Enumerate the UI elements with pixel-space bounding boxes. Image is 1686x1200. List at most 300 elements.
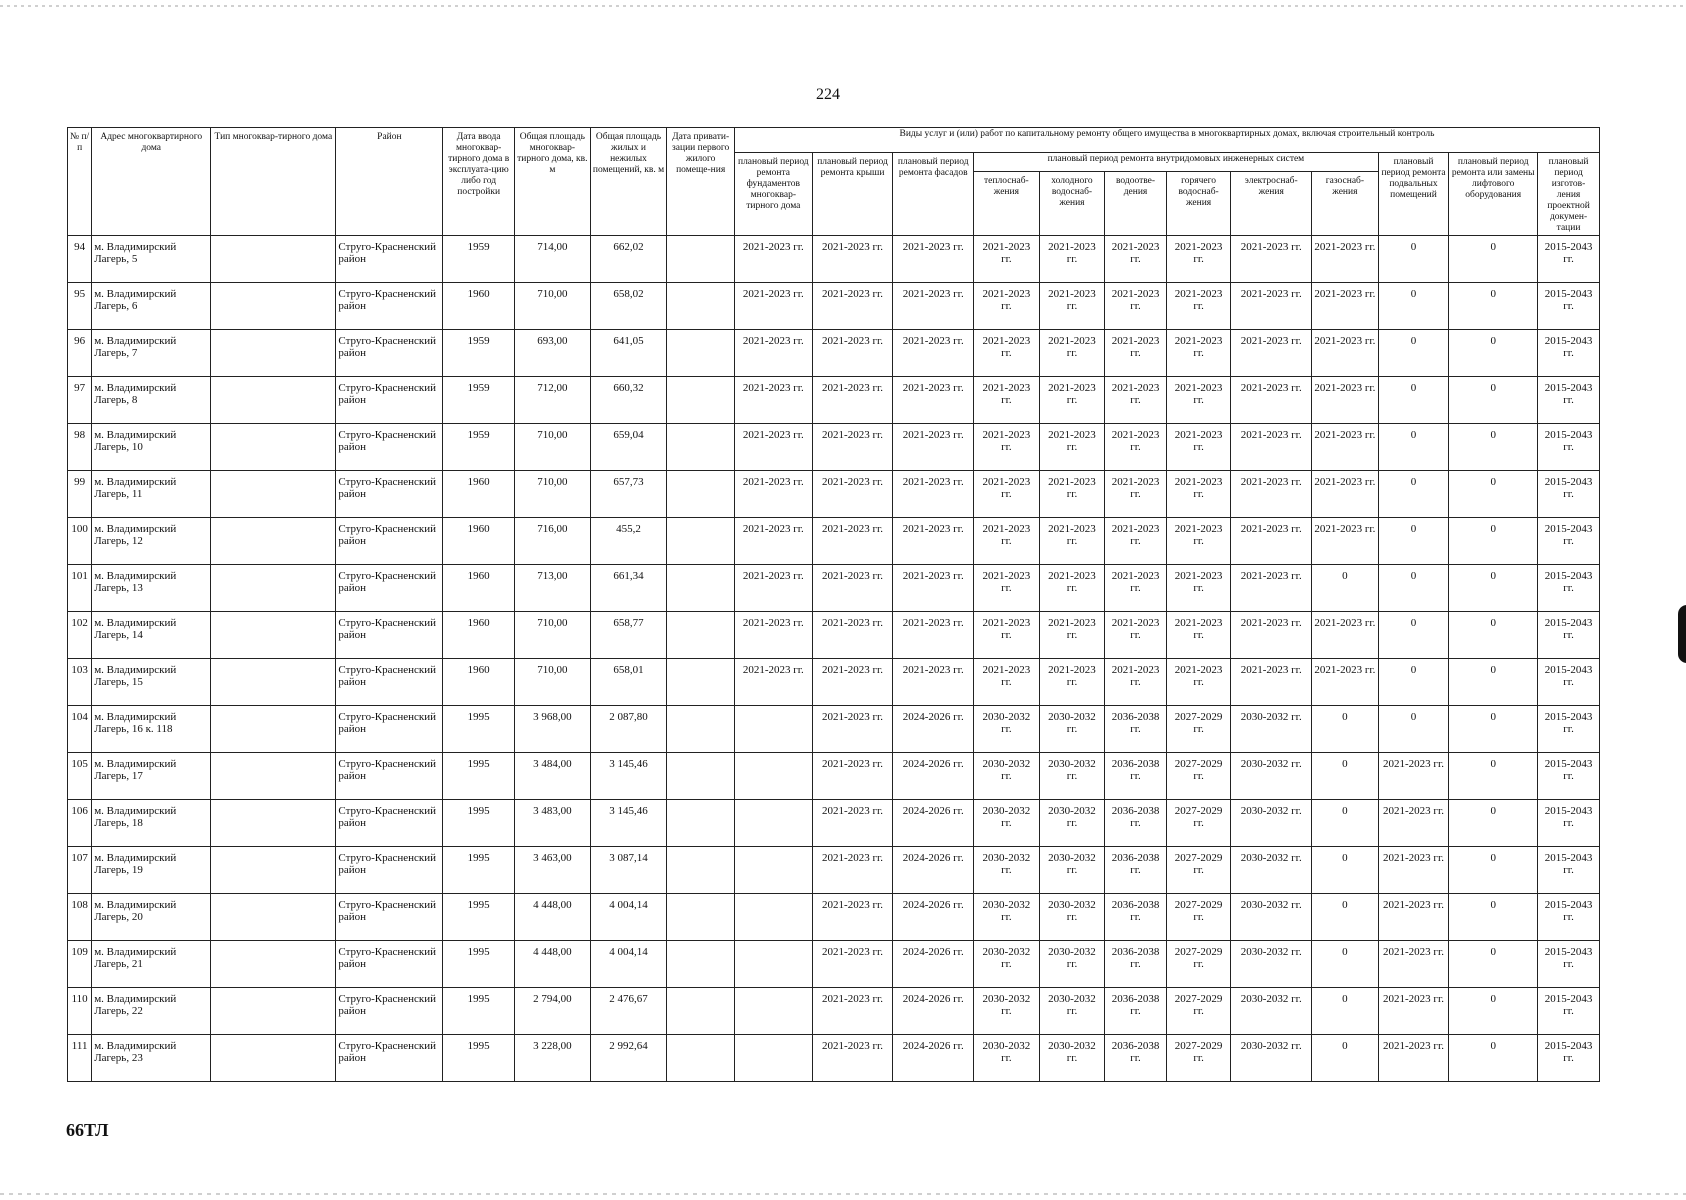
row-number: 101 bbox=[68, 565, 92, 612]
row-privatization bbox=[667, 706, 735, 753]
row-living-area: 4 004,14 bbox=[590, 894, 667, 941]
row-hot-water: 2027-2029 гг. bbox=[1166, 941, 1231, 988]
row-sewer: 2021-2023 гг. bbox=[1105, 518, 1167, 565]
row-privatization bbox=[667, 330, 735, 377]
row-foundation: 2021-2023 гг. bbox=[734, 424, 812, 471]
row-roof: 2021-2023 гг. bbox=[812, 424, 893, 471]
row-hot-water: 2021-2023 гг. bbox=[1166, 565, 1231, 612]
row-electric: 2021-2023 гг. bbox=[1231, 424, 1312, 471]
header-facade: плановый период ремонта фасадов bbox=[893, 153, 974, 236]
row-year: 1960 bbox=[443, 283, 515, 330]
row-electric: 2021-2023 гг. bbox=[1231, 236, 1312, 283]
row-privatization bbox=[667, 612, 735, 659]
row-basement: 0 bbox=[1378, 377, 1449, 424]
row-sewer: 2036-2038 гг. bbox=[1105, 800, 1167, 847]
row-sewer: 2021-2023 гг. bbox=[1105, 424, 1167, 471]
row-basement: 0 bbox=[1378, 283, 1449, 330]
row-cold-water: 2030-2032 гг. bbox=[1039, 941, 1105, 988]
header-roof: плановый период ремонта крыши bbox=[812, 153, 893, 236]
table-row bbox=[68, 941, 1600, 988]
row-elevator: 0 bbox=[1449, 941, 1538, 988]
row-address: м. Владимирский Лагерь, 11 bbox=[92, 471, 211, 518]
row-facade: 2021-2023 гг. bbox=[893, 424, 974, 471]
row-project-docs: 2015-2043 гг. bbox=[1538, 612, 1600, 659]
row-district: Струго-Красненский район bbox=[336, 894, 443, 941]
row-foundation: 2021-2023 гг. bbox=[734, 565, 812, 612]
row-total-area: 710,00 bbox=[515, 612, 591, 659]
row-foundation bbox=[734, 800, 812, 847]
row-elevator: 0 bbox=[1449, 659, 1538, 706]
row-basement: 0 bbox=[1378, 706, 1449, 753]
row-privatization bbox=[667, 659, 735, 706]
row-district: Струго-Красненский район bbox=[336, 283, 443, 330]
row-district: Струго-Красненский район bbox=[336, 565, 443, 612]
row-sewer: 2021-2023 гг. bbox=[1105, 565, 1167, 612]
row-elevator: 0 bbox=[1449, 330, 1538, 377]
row-hot-water: 2021-2023 гг. bbox=[1166, 330, 1231, 377]
row-hot-water: 2027-2029 гг. bbox=[1166, 988, 1231, 1035]
row-project-docs: 2015-2043 гг. bbox=[1538, 424, 1600, 471]
row-basement: 0 bbox=[1378, 330, 1449, 377]
row-gas: 2021-2023 гг. bbox=[1312, 659, 1379, 706]
row-project-docs: 2015-2043 гг. bbox=[1538, 283, 1600, 330]
row-cold-water: 2030-2032 гг. bbox=[1039, 753, 1105, 800]
row-foundation bbox=[734, 1035, 812, 1082]
row-basement: 2021-2023 гг. bbox=[1378, 753, 1449, 800]
row-basement: 0 bbox=[1378, 424, 1449, 471]
row-basement: 2021-2023 гг. bbox=[1378, 941, 1449, 988]
row-heat: 2030-2032 гг. bbox=[974, 988, 1040, 1035]
row-gas: 2021-2023 гг. bbox=[1312, 612, 1379, 659]
header-basement: плановый период ремонта подвальных помещений bbox=[1378, 153, 1449, 236]
row-foundation bbox=[734, 847, 812, 894]
row-privatization bbox=[667, 894, 735, 941]
row-roof: 2021-2023 гг. bbox=[812, 283, 893, 330]
row-address: м. Владимирский Лагерь, 21 bbox=[92, 941, 211, 988]
row-hot-water: 2021-2023 гг. bbox=[1166, 424, 1231, 471]
row-basement: 0 bbox=[1378, 565, 1449, 612]
row-living-area: 658,01 bbox=[590, 659, 667, 706]
row-year: 1959 bbox=[443, 377, 515, 424]
row-electric: 2030-2032 гг. bbox=[1231, 800, 1312, 847]
row-facade: 2024-2026 гг. bbox=[893, 706, 974, 753]
row-electric: 2021-2023 гг. bbox=[1231, 283, 1312, 330]
row-district: Струго-Красненский район bbox=[336, 800, 443, 847]
row-basement: 2021-2023 гг. bbox=[1378, 847, 1449, 894]
row-address: м. Владимирский Лагерь, 6 bbox=[92, 283, 211, 330]
row-address: м. Владимирский Лагерь, 5 bbox=[92, 236, 211, 283]
row-year: 1960 bbox=[443, 471, 515, 518]
row-electric: 2030-2032 гг. bbox=[1231, 753, 1312, 800]
row-total-area: 3 463,00 bbox=[515, 847, 591, 894]
header-total-area: Общая площадь многоквар-тирного дома, кв. м bbox=[515, 128, 591, 236]
binding-mark bbox=[1678, 605, 1686, 663]
row-elevator: 0 bbox=[1449, 847, 1538, 894]
row-address: м. Владимирский Лагерь, 12 bbox=[92, 518, 211, 565]
table-row bbox=[68, 1035, 1600, 1082]
row-electric: 2021-2023 гг. bbox=[1231, 377, 1312, 424]
row-roof: 2021-2023 гг. bbox=[812, 847, 893, 894]
row-basement: 0 bbox=[1378, 518, 1449, 565]
header-engineering-group: плановый период ремонта внутридомовых инженерных систем bbox=[974, 153, 1379, 172]
row-type bbox=[211, 753, 336, 800]
row-address: м. Владимирский Лагерь, 8 bbox=[92, 377, 211, 424]
row-address: м. Владимирский Лагерь, 17 bbox=[92, 753, 211, 800]
row-living-area: 3 087,14 bbox=[590, 847, 667, 894]
row-heat: 2021-2023 гг. bbox=[974, 565, 1040, 612]
row-gas: 2021-2023 гг. bbox=[1312, 283, 1379, 330]
row-living-area: 658,77 bbox=[590, 612, 667, 659]
row-heat: 2030-2032 гг. bbox=[974, 941, 1040, 988]
row-facade: 2021-2023 гг. bbox=[893, 471, 974, 518]
scan-border-top bbox=[0, 5, 1686, 7]
row-sewer: 2021-2023 гг. bbox=[1105, 236, 1167, 283]
row-gas: 2021-2023 гг. bbox=[1312, 236, 1379, 283]
row-type bbox=[211, 847, 336, 894]
header-project-docs: плановый период изготов-ления проектной докумен-тации bbox=[1538, 153, 1600, 236]
row-living-area: 641,05 bbox=[590, 330, 667, 377]
row-roof: 2021-2023 гг. bbox=[812, 941, 893, 988]
row-project-docs: 2015-2043 гг. bbox=[1538, 988, 1600, 1035]
footer-code: 66ТЛ bbox=[66, 1120, 109, 1140]
row-type bbox=[211, 471, 336, 518]
row-elevator: 0 bbox=[1449, 283, 1538, 330]
row-number: 100 bbox=[68, 518, 92, 565]
row-living-area: 3 145,46 bbox=[590, 753, 667, 800]
row-elevator: 0 bbox=[1449, 612, 1538, 659]
row-number: 102 bbox=[68, 612, 92, 659]
row-elevator: 0 bbox=[1449, 471, 1538, 518]
header-cold-water: холодного водоснаб-жения bbox=[1039, 172, 1105, 236]
row-sewer: 2036-2038 гг. bbox=[1105, 753, 1167, 800]
row-elevator: 0 bbox=[1449, 800, 1538, 847]
row-type bbox=[211, 283, 336, 330]
row-year: 1995 bbox=[443, 753, 515, 800]
row-total-area: 710,00 bbox=[515, 424, 591, 471]
row-cold-water: 2021-2023 гг. bbox=[1039, 471, 1105, 518]
row-total-area: 693,00 bbox=[515, 330, 591, 377]
row-electric: 2021-2023 гг. bbox=[1231, 565, 1312, 612]
row-living-area: 659,04 bbox=[590, 424, 667, 471]
row-sewer: 2021-2023 гг. bbox=[1105, 377, 1167, 424]
row-year: 1995 bbox=[443, 941, 515, 988]
row-privatization bbox=[667, 1035, 735, 1082]
row-elevator: 0 bbox=[1449, 706, 1538, 753]
row-address: м. Владимирский Лагерь, 16 к. 118 bbox=[92, 706, 211, 753]
row-project-docs: 2015-2043 гг. bbox=[1538, 706, 1600, 753]
row-number: 95 bbox=[68, 283, 92, 330]
row-facade: 2021-2023 гг. bbox=[893, 330, 974, 377]
table-row bbox=[68, 847, 1600, 894]
row-year: 1960 bbox=[443, 612, 515, 659]
row-heat: 2021-2023 гг. bbox=[974, 330, 1040, 377]
row-year: 1995 bbox=[443, 706, 515, 753]
header-electric: электроснаб-жения bbox=[1231, 172, 1312, 236]
row-electric: 2021-2023 гг. bbox=[1231, 612, 1312, 659]
row-heat: 2030-2032 гг. bbox=[974, 753, 1040, 800]
row-cold-water: 2030-2032 гг. bbox=[1039, 847, 1105, 894]
row-sewer: 2036-2038 гг. bbox=[1105, 1035, 1167, 1082]
row-cold-water: 2021-2023 гг. bbox=[1039, 377, 1105, 424]
row-sewer: 2036-2038 гг. bbox=[1105, 988, 1167, 1035]
row-year: 1995 bbox=[443, 847, 515, 894]
row-gas: 0 bbox=[1312, 847, 1379, 894]
row-foundation: 2021-2023 гг. bbox=[734, 283, 812, 330]
row-district: Струго-Красненский район bbox=[336, 941, 443, 988]
row-district: Струго-Красненский район bbox=[336, 377, 443, 424]
row-year: 1960 bbox=[443, 518, 515, 565]
row-hot-water: 2027-2029 гг. bbox=[1166, 800, 1231, 847]
header-type: Тип многоквар-тирного дома bbox=[211, 128, 336, 236]
row-foundation: 2021-2023 гг. bbox=[734, 612, 812, 659]
row-number: 104 bbox=[68, 706, 92, 753]
row-sewer: 2021-2023 гг. bbox=[1105, 283, 1167, 330]
table-body bbox=[68, 236, 1600, 1082]
row-type bbox=[211, 518, 336, 565]
row-hot-water: 2027-2029 гг. bbox=[1166, 847, 1231, 894]
row-type bbox=[211, 236, 336, 283]
row-elevator: 0 bbox=[1449, 988, 1538, 1035]
row-district: Струго-Красненский район bbox=[336, 518, 443, 565]
row-district: Струго-Красненский район bbox=[336, 612, 443, 659]
row-number: 94 bbox=[68, 236, 92, 283]
row-roof: 2021-2023 гг. bbox=[812, 236, 893, 283]
row-total-area: 3 484,00 bbox=[515, 753, 591, 800]
row-project-docs: 2015-2043 гг. bbox=[1538, 941, 1600, 988]
header-services-group: Виды услуг и (или) работ по капитальному ремонту общего имущества в многоквартирных домах, включая строительный контроль bbox=[734, 128, 1599, 153]
row-number: 109 bbox=[68, 941, 92, 988]
row-hot-water: 2027-2029 гг. bbox=[1166, 706, 1231, 753]
row-type bbox=[211, 706, 336, 753]
row-district: Струго-Красненский район bbox=[336, 659, 443, 706]
table-row bbox=[68, 706, 1600, 753]
row-electric: 2030-2032 гг. bbox=[1231, 894, 1312, 941]
row-basement: 2021-2023 гг. bbox=[1378, 800, 1449, 847]
row-heat: 2030-2032 гг. bbox=[974, 706, 1040, 753]
row-privatization bbox=[667, 377, 735, 424]
row-cold-water: 2021-2023 гг. bbox=[1039, 518, 1105, 565]
row-privatization bbox=[667, 424, 735, 471]
row-address: м. Владимирский Лагерь, 15 bbox=[92, 659, 211, 706]
row-living-area: 4 004,14 bbox=[590, 941, 667, 988]
header-address: Адрес многоквартирного дома bbox=[92, 128, 211, 236]
row-gas: 0 bbox=[1312, 894, 1379, 941]
row-number: 97 bbox=[68, 377, 92, 424]
row-type bbox=[211, 988, 336, 1035]
row-privatization bbox=[667, 988, 735, 1035]
row-privatization bbox=[667, 471, 735, 518]
row-electric: 2030-2032 гг. bbox=[1231, 941, 1312, 988]
row-facade: 2024-2026 гг. bbox=[893, 800, 974, 847]
row-elevator: 0 bbox=[1449, 894, 1538, 941]
row-number: 98 bbox=[68, 424, 92, 471]
row-electric: 2030-2032 гг. bbox=[1231, 988, 1312, 1035]
row-address: м. Владимирский Лагерь, 20 bbox=[92, 894, 211, 941]
row-district: Струго-Красненский район bbox=[336, 753, 443, 800]
row-number: 108 bbox=[68, 894, 92, 941]
row-number: 107 bbox=[68, 847, 92, 894]
row-total-area: 4 448,00 bbox=[515, 894, 591, 941]
row-total-area: 716,00 bbox=[515, 518, 591, 565]
row-type bbox=[211, 1035, 336, 1082]
row-hot-water: 2021-2023 гг. bbox=[1166, 377, 1231, 424]
row-electric: 2030-2032 гг. bbox=[1231, 847, 1312, 894]
row-total-area: 4 448,00 bbox=[515, 941, 591, 988]
row-type bbox=[211, 612, 336, 659]
row-hot-water: 2021-2023 гг. bbox=[1166, 471, 1231, 518]
row-number: 110 bbox=[68, 988, 92, 1035]
table-header bbox=[68, 128, 1600, 236]
row-year: 1995 bbox=[443, 800, 515, 847]
row-roof: 2021-2023 гг. bbox=[812, 753, 893, 800]
row-roof: 2021-2023 гг. bbox=[812, 377, 893, 424]
row-facade: 2024-2026 гг. bbox=[893, 988, 974, 1035]
table-row bbox=[68, 518, 1600, 565]
row-gas: 2021-2023 гг. bbox=[1312, 518, 1379, 565]
row-foundation: 2021-2023 гг. bbox=[734, 377, 812, 424]
row-type bbox=[211, 659, 336, 706]
row-address: м. Владимирский Лагерь, 18 bbox=[92, 800, 211, 847]
row-year: 1995 bbox=[443, 894, 515, 941]
table-row bbox=[68, 283, 1600, 330]
row-basement: 0 bbox=[1378, 659, 1449, 706]
row-cold-water: 2030-2032 гг. bbox=[1039, 706, 1105, 753]
row-roof: 2021-2023 гг. bbox=[812, 894, 893, 941]
table-row bbox=[68, 659, 1600, 706]
row-cold-water: 2030-2032 гг. bbox=[1039, 894, 1105, 941]
row-living-area: 660,32 bbox=[590, 377, 667, 424]
row-sewer: 2036-2038 гг. bbox=[1105, 847, 1167, 894]
table-row bbox=[68, 753, 1600, 800]
row-electric: 2021-2023 гг. bbox=[1231, 471, 1312, 518]
header-sewer: водоотве-дения bbox=[1105, 172, 1167, 236]
row-number: 111 bbox=[68, 1035, 92, 1082]
header-commission-date: Дата ввода многоквар-тирного дома в эксплуата-цию либо год постройки bbox=[443, 128, 515, 236]
header-living-area: Общая площадь жилых и нежилых помещений, кв. м bbox=[590, 128, 667, 236]
row-facade: 2024-2026 гг. bbox=[893, 753, 974, 800]
scan-border-bottom bbox=[0, 1193, 1686, 1195]
row-sewer: 2021-2023 гг. bbox=[1105, 659, 1167, 706]
row-sewer: 2036-2038 гг. bbox=[1105, 941, 1167, 988]
table-row bbox=[68, 565, 1600, 612]
row-cold-water: 2030-2032 гг. bbox=[1039, 988, 1105, 1035]
row-hot-water: 2021-2023 гг. bbox=[1166, 236, 1231, 283]
row-living-area: 2 087,80 bbox=[590, 706, 667, 753]
row-type bbox=[211, 330, 336, 377]
row-facade: 2021-2023 гг. bbox=[893, 283, 974, 330]
row-total-area: 710,00 bbox=[515, 283, 591, 330]
row-project-docs: 2015-2043 гг. bbox=[1538, 377, 1600, 424]
row-district: Струго-Красненский район bbox=[336, 424, 443, 471]
row-year: 1960 bbox=[443, 659, 515, 706]
row-hot-water: 2021-2023 гг. bbox=[1166, 518, 1231, 565]
row-privatization bbox=[667, 236, 735, 283]
row-foundation bbox=[734, 988, 812, 1035]
row-roof: 2021-2023 гг. bbox=[812, 706, 893, 753]
header-hot-water: горячего водоснаб-жения bbox=[1166, 172, 1231, 236]
header-num: № п/п bbox=[68, 128, 92, 236]
table-row bbox=[68, 800, 1600, 847]
row-type bbox=[211, 800, 336, 847]
row-facade: 2024-2026 гг. bbox=[893, 941, 974, 988]
row-project-docs: 2015-2043 гг. bbox=[1538, 847, 1600, 894]
row-project-docs: 2015-2043 гг. bbox=[1538, 659, 1600, 706]
row-heat: 2021-2023 гг. bbox=[974, 659, 1040, 706]
row-heat: 2021-2023 гг. bbox=[974, 377, 1040, 424]
table-row bbox=[68, 988, 1600, 1035]
row-facade: 2021-2023 гг. bbox=[893, 377, 974, 424]
row-cold-water: 2021-2023 гг. bbox=[1039, 424, 1105, 471]
row-cold-water: 2030-2032 гг. bbox=[1039, 1035, 1105, 1082]
row-basement: 2021-2023 гг. bbox=[1378, 894, 1449, 941]
row-total-area: 710,00 bbox=[515, 471, 591, 518]
row-cold-water: 2021-2023 гг. bbox=[1039, 612, 1105, 659]
row-living-area: 455,2 bbox=[590, 518, 667, 565]
row-electric: 2021-2023 гг. bbox=[1231, 659, 1312, 706]
row-type bbox=[211, 424, 336, 471]
row-gas: 2021-2023 гг. bbox=[1312, 330, 1379, 377]
row-living-area: 658,02 bbox=[590, 283, 667, 330]
row-facade: 2024-2026 гг. bbox=[893, 847, 974, 894]
row-district: Струго-Красненский район bbox=[336, 471, 443, 518]
row-cold-water: 2021-2023 гг. bbox=[1039, 236, 1105, 283]
row-year: 1995 bbox=[443, 1035, 515, 1082]
row-basement: 2021-2023 гг. bbox=[1378, 1035, 1449, 1082]
row-heat: 2030-2032 гг. bbox=[974, 1035, 1040, 1082]
row-total-area: 710,00 bbox=[515, 659, 591, 706]
row-heat: 2030-2032 гг. bbox=[974, 894, 1040, 941]
row-facade: 2024-2026 гг. bbox=[893, 1035, 974, 1082]
row-roof: 2021-2023 гг. bbox=[812, 518, 893, 565]
row-privatization bbox=[667, 753, 735, 800]
row-total-area: 2 794,00 bbox=[515, 988, 591, 1035]
table-row bbox=[68, 377, 1600, 424]
row-number: 105 bbox=[68, 753, 92, 800]
row-living-area: 2 992,64 bbox=[590, 1035, 667, 1082]
header-heat: теплоснаб-жения bbox=[974, 172, 1040, 236]
row-facade: 2021-2023 гг. bbox=[893, 612, 974, 659]
row-heat: 2030-2032 гг. bbox=[974, 800, 1040, 847]
row-electric: 2030-2032 гг. bbox=[1231, 706, 1312, 753]
row-heat: 2021-2023 гг. bbox=[974, 518, 1040, 565]
page-number: 224 bbox=[816, 86, 840, 103]
row-elevator: 0 bbox=[1449, 424, 1538, 471]
row-project-docs: 2015-2043 гг. bbox=[1538, 236, 1600, 283]
row-address: м. Владимирский Лагерь, 10 bbox=[92, 424, 211, 471]
row-address: м. Владимирский Лагерь, 19 bbox=[92, 847, 211, 894]
row-foundation bbox=[734, 941, 812, 988]
row-roof: 2021-2023 гг. bbox=[812, 330, 893, 377]
row-electric: 2021-2023 гг. bbox=[1231, 330, 1312, 377]
row-hot-water: 2027-2029 гг. bbox=[1166, 894, 1231, 941]
row-district: Струго-Красненский район bbox=[336, 847, 443, 894]
row-privatization bbox=[667, 847, 735, 894]
row-gas: 0 bbox=[1312, 988, 1379, 1035]
row-roof: 2021-2023 гг. bbox=[812, 1035, 893, 1082]
table-row bbox=[68, 424, 1600, 471]
row-district: Струго-Красненский район bbox=[336, 706, 443, 753]
header-foundation: плановый период ремонта фундаментов многоквар-тирного дома bbox=[734, 153, 812, 236]
row-living-area: 657,73 bbox=[590, 471, 667, 518]
row-gas: 2021-2023 гг. bbox=[1312, 471, 1379, 518]
row-basement: 0 bbox=[1378, 612, 1449, 659]
row-total-area: 713,00 bbox=[515, 565, 591, 612]
row-hot-water: 2021-2023 гг. bbox=[1166, 659, 1231, 706]
row-electric: 2030-2032 гг. bbox=[1231, 1035, 1312, 1082]
row-year: 1960 bbox=[443, 565, 515, 612]
row-foundation: 2021-2023 гг. bbox=[734, 236, 812, 283]
row-type bbox=[211, 377, 336, 424]
